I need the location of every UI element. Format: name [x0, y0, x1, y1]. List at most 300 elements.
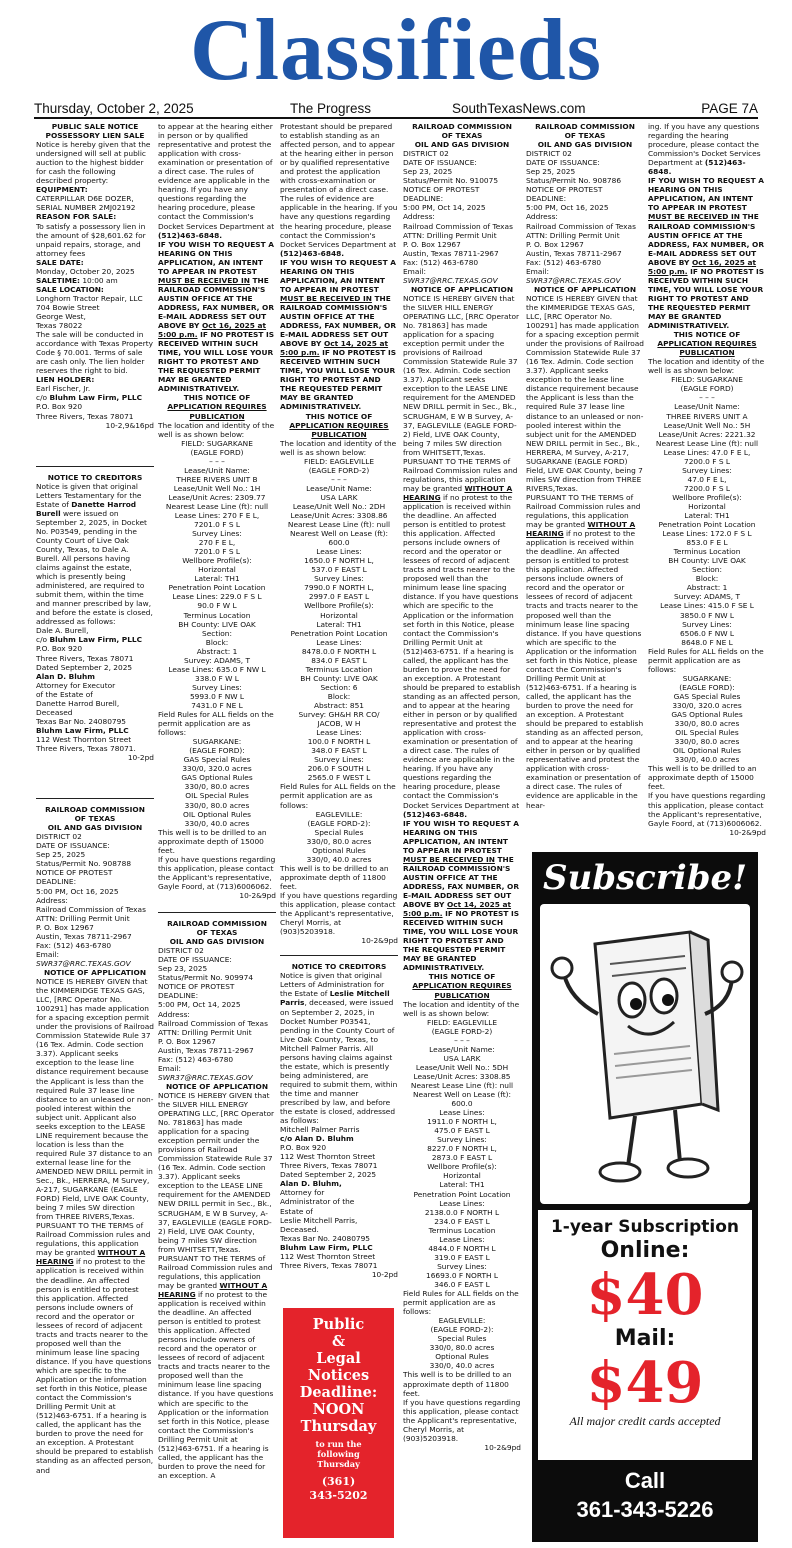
field-rules [280, 810, 398, 864]
rule-line: 330/0, 40.0 acres [184, 818, 250, 828]
notice-text: PURSUANT TO THE TERMS of Railroad Commission rules and regulations, this application may be granted [36, 1221, 151, 1258]
well-line: Lateral: TH1 [684, 511, 730, 521]
notice-subheading: APPLICATION REQUIRES [167, 402, 267, 412]
well-line: 319.0 F EAST L [434, 1252, 490, 1262]
notice-subheading: PUBLICATION [189, 411, 245, 421]
run-code: 10-2pd [371, 1269, 398, 1279]
well-line: Survey Lines: [192, 682, 242, 692]
well-line: Lease/Unit Well No.: 5H [663, 420, 751, 430]
notice-heading: RAILROAD COMMISSION [535, 122, 635, 131]
column-6 [648, 122, 766, 844]
notice-text: ATTN: Drilling Permit Unit [526, 230, 620, 240]
well-line: Lease/Unit Name: [184, 465, 250, 475]
notice-text: NOTICE IS HEREBY GIVEN that the KIMMERIDGE TEXAS GAS, LLC, [RRC Operator No. 100291] has made application for a spacing exception permit under the provisions of Railroad Commission Statewide Rule 37 (16 Tex. Admin. Code section 3.37). Applicant seeks exception to the lease line distance requirement because the Applicant is less than the required Rule 37 lease line distance to an unleased or non-pooled interest within the subject unit for the AMENDED NEW DRILL permit in Sec., Bk., HERRERA, M Survey, A-217, SUGARKANE (EAGLE FORD) Field, LIVE OAK County, being 7 miles SW direction from THREE RIVERS,Texas. [526, 293, 644, 493]
attorney-name: Alan D. Bluhm [36, 671, 95, 681]
rule-line: OIL Optional Rules [673, 746, 741, 756]
notice-text: Status/Permit No. 910075 [403, 176, 499, 186]
notice-subheading: THIS NOTICE OF [673, 330, 741, 340]
law-firm: Bluhm Law Firm, PLLC [280, 1242, 373, 1252]
newspaper-mascot-icon [540, 904, 750, 1204]
well-line: 537.0 F EAST L [311, 565, 367, 575]
paper-name: The Progress [290, 101, 372, 116]
email-link[interactable]: SWR37@RRC.TEXAS.GOV [526, 275, 621, 285]
well-line: 234.0 F EAST L [434, 1216, 490, 1226]
rule-line: (EAGLE FORD-2): [430, 1325, 494, 1335]
notice-text: Attorney for [280, 1188, 325, 1198]
notice-text: ATTN: Drilling Permit Unit [158, 1027, 252, 1037]
notice-text: DATE OF ISSUANCE: [526, 158, 600, 168]
notice-text: MUST BE RECEIVED IN [280, 293, 372, 303]
well-line: 90.0 F W L [197, 601, 237, 611]
well-line: Terminus Location [305, 664, 373, 674]
rrc-notice-908786-cont [648, 122, 766, 837]
rule-line: GAS Special Rules [673, 691, 741, 701]
notice-text: P. O. Box 12967 [158, 1036, 216, 1046]
notice-text: Three Rivers, Texas 78071 [280, 1260, 378, 1270]
notice-label: SALE DATE: [36, 257, 84, 267]
well-line: Wellbore Profile(s): [427, 1162, 497, 1172]
without-hearing-text: WITHOUT A HEARING [403, 483, 513, 502]
well-line: 7201.0 F S L [194, 547, 240, 557]
notice-text: 5:00 PM, Oct 14, 2025 [158, 1000, 241, 1010]
notice-text: P.O. Box 920 [36, 644, 83, 654]
rule-line: EAGLEVILLE: [438, 1316, 486, 1326]
rule-line: 330/0, 320.0 acres [672, 701, 742, 710]
rule-line: OIL Special Rules [675, 728, 739, 738]
notice-text: NOTICE OF PROTEST [158, 982, 235, 992]
well-line: Lease Lines: 229.0 F S L [172, 592, 262, 602]
well-line: – – – [331, 474, 347, 484]
well-line: THREE RIVERS UNIT A [666, 411, 748, 421]
notice-text: IF NO PROTEST IS RECEIVED WITHIN SUCH TIME, YOU WILL LOSE YOUR RIGHT TO PROTEST AND THE REQUESTED PERMIT MAY BE GRANTED ADMINISTRATIVELY. [648, 266, 765, 331]
notice-text: Dated September 2, 2025 [36, 662, 133, 672]
well-line: Block: [327, 691, 351, 701]
notice-heading: OIL AND GAS DIVISION [169, 937, 265, 947]
notice-text: if no protest to the application is received within the deadline. An affected person is entitled to protest this application. Affected persons include owners of record and the operator or lessees of record of adjacent tracts and tracts nearer to the proposed well than the minimum lease line spacing distance. If you have questions which are specific to the Application or the information set forth in this Notice, please contact the Commission's Drilling Permit Unit at (512)463-6751. If a hearing is called, the applicant has the burden to prove the need for an exception. A Protestant should be prepared to establish standing as an affected person, and to appear at the hearing either in person or by qualified representative and protest the application with cross-examination or presentation of a direct case. The rules of evidence are applicable in the hear- [526, 529, 644, 810]
notice-text: Email: [36, 949, 59, 959]
estate-name: Leslie Mitchell Parris [280, 989, 390, 1008]
notice-text: MUST BE RECEIVED IN [158, 275, 250, 285]
notice-text: to appear at the hearing either in person or by qualified representative and protest the application with cross-examination or presentation of a direct case. The rules of evidence are applicable in the hearing. If you have any questions regarding the hearing procedure, please contact the Commission's Docket Services Department at [158, 122, 275, 231]
issue-date: Thursday, October 2, 2025 [34, 101, 194, 116]
notice-text: were issued on September 2, 2025, in Docket No. P03549, pending in the County Court of Live Oak County, Texas, to Dale A. Burell. All persons having claims against the estate, which is presently being administered, are required to submit them, within the time and manner prescribed by law, and before the estate is closed, addressed as follows: [36, 508, 153, 627]
law-firm: Bluhm Law Firm, PLLC [49, 393, 143, 403]
estate-name: Danette Harrod Burell [36, 499, 137, 518]
notice-text: Sep 23, 2025 [158, 964, 208, 974]
well-details [648, 375, 766, 646]
newspaper-mascot-icon [540, 904, 750, 1204]
well-line: – – – [454, 1035, 470, 1045]
notice-text: , deceased, were issued on September 2, 2025, in Docket Number P03541, pending in the County Court of Live Oak County, Texas, to Mitchell Palmer Parris. All persons having claims against the estate, which is presently being administered, are required to submit them, within the time and manner prescribed by law, and before the estate is closed, addressed as follows: [280, 998, 398, 1126]
well-line: Lease Lines: [316, 637, 362, 647]
well-line: 7200.0 F S L [684, 483, 730, 493]
well-line: 348.0 F EAST L [311, 746, 367, 756]
well-line: Survey Lines: [437, 1261, 487, 1271]
notice-text: ATTN: Drilling Permit Unit [36, 913, 130, 923]
notice-text: Fax: (512) 463-6780 [36, 940, 112, 950]
rule-line: (EAGLE FORD): [189, 746, 245, 756]
notice-text: Railroad Commission of Texas [526, 221, 636, 231]
notice-text: IF YOU WISH TO REQUEST A HEARING ON THIS APPLICATION, AN INTENT TO APPEAR IN PROTEST [403, 818, 519, 855]
run-code: 10-2,9&16pd [105, 420, 154, 430]
well-line: Lease/Unit Acres: 3308.85 [413, 1071, 511, 1081]
well-line: Nearest Lease Line (ft): null [410, 1080, 514, 1090]
notice-label: LIEN HOLDER: [36, 375, 95, 385]
notice-subheading: NOTICE OF APPLICATION [165, 1081, 269, 1091]
notice-heading: OIL AND GAS DIVISION [47, 823, 143, 833]
notice-text: if no protest to the application is received within the deadline. An affected person is entitled to protest this application. Affected persons include owners of record and the operator or lessees of record of adjacent tracts and tracts nearer to the proposed well than the minimum lease line spacing distance. If you have questions which are specific to the Application or the information set forth in this Notice, please contact the Commission's Drilling Permit Unit at (512)463-6751. If a hearing is called, the applicant has the burden to prove the need for an exception. A Protestant should be prepared to establish standing as an affected person, and [36, 1257, 154, 1475]
notice-text: Mitchell Palmer Parris [280, 1125, 360, 1135]
deadline-text: to run the [315, 1439, 362, 1449]
notice-text: Email: [403, 266, 426, 276]
well-line: Lease Lines: 47.0 F E L, [663, 447, 751, 457]
rule-line: 330/0, 80.0 acres [674, 719, 740, 729]
notice-text: Texas Bar No. 24080795 [36, 716, 126, 726]
well-line: (EAGLE FORD) [190, 447, 244, 457]
notice-text: Austin, Texas 78711-2967 [526, 248, 622, 258]
well-line: Survey Lines: [314, 755, 364, 765]
notice-label: REASON FOR SALE: [36, 212, 117, 222]
notice-heading: RAILROAD COMMISSION [45, 805, 145, 815]
email-link[interactable]: SWR37@RRC.TEXAS.GOV [158, 1072, 253, 1082]
notice-text: Sep 25, 2025 [36, 850, 86, 860]
deadline-text: & [331, 1333, 346, 1350]
well-line: Lease Lines: 172.0 F S L [662, 529, 752, 539]
notice-text: The sale will be conducted in accordance with Texas Property Code § 70.001. Terms of sale are cash only. The lien holder reserves the right to bid. [36, 330, 154, 376]
run-code: 10-2&9pd [729, 827, 766, 837]
rule-line: OIL Optional Rules [183, 809, 251, 819]
well-line: Wellbore Profile(s): [672, 492, 742, 502]
rule-line: Optional Rules [312, 845, 366, 855]
rule-line: 330/0, 80.0 acres [306, 836, 372, 846]
notice-text: Notice is given that original Letters Testamentary for the Estate of [36, 481, 142, 509]
notice-text: Railroad Commission of Texas [158, 1018, 268, 1028]
rrc-notice-910075 [403, 122, 521, 1452]
notice-text: 112 West Thornton Street [280, 1152, 376, 1162]
notice-text: if no protest to the application is received within the deadline. An affected person is entitled to protest this application. Affected persons include owners of record and the operator or lessees of record of adjacent tracts and tracts nearer to the proposed well than the minimum lease line spacing distance. If you have questions which are specific to the Application or the information set forth in this Notice, please contact the Commission's Drilling Permit Unit at (512)463-6751. If a hearing is called, the applicant has the burden to prove the need for an exception. A [158, 1289, 274, 1480]
well-line: Survey: GH&H RR CO/ [298, 710, 380, 720]
well-line: 600.0 [451, 1099, 473, 1109]
well-line: – – – [209, 456, 225, 466]
notice-text: Status/Permit No. 908786 [526, 176, 622, 186]
column-4 [403, 122, 521, 1542]
notice-heading: RAILROAD COMMISSION [412, 122, 512, 131]
notice-text: Dale A. Burell, [36, 626, 89, 636]
rule-line: GAS Special Rules [183, 755, 251, 765]
rule-line: Special Rules [314, 827, 364, 837]
notice-heading: NOTICE TO CREDITORS [47, 472, 143, 482]
rule-line: 330/0, 80.0 acres [184, 800, 250, 810]
subscription-pricing [538, 1210, 752, 1538]
phone-number: (512)463-6848. [280, 248, 345, 258]
well-line: 2873.0 F EAST L [431, 1153, 493, 1163]
well-line: Survey Lines: [682, 619, 732, 629]
notice-text: Fax: (512) 463-6780 [526, 257, 602, 267]
notice-text: Austin, Texas 78711-2967 [403, 248, 499, 258]
notice-text: IF YOU WISH TO REQUEST A HEARING ON THIS APPLICATION, AN INTENT TO APPEAR IN PROTEST [648, 176, 764, 213]
well-line: Horizontal [443, 1171, 481, 1181]
well-line: Survey Lines: [192, 529, 242, 539]
notice-subheading: NOTICE OF APPLICATION [43, 967, 147, 977]
well-details [158, 439, 276, 710]
notice-text: 5:00 PM, Oct 16, 2025 [36, 886, 119, 896]
notice-text: 704 Bowie Street [36, 302, 100, 312]
notice-subheading: THIS NOTICE OF [428, 972, 496, 982]
page-info-bar [34, 100, 758, 119]
without-hearing-text: WITHOUT A HEARING [526, 520, 636, 539]
run-code: 10-2pd [127, 753, 154, 763]
notice-text: Three Rivers, Texas 78071 [36, 411, 134, 421]
run-code: 10-2&9pd [484, 1442, 521, 1452]
mail-label: Mail: [614, 1326, 676, 1351]
rrc-notice-908788-cont [158, 122, 276, 900]
rule-line: Special Rules [437, 1334, 487, 1344]
notice-text: Fax: (512) 463-6780 [158, 1054, 234, 1064]
law-firm: Bluhm Law Firm, PLLC [49, 635, 143, 645]
notice-text: The location and identity of the well is as shown below: [648, 357, 765, 376]
notice-text: Address: [526, 212, 558, 222]
rule-line: 330/0, 40.0 acres [674, 755, 740, 765]
without-hearing-text: WITHOUT A HEARING [36, 1248, 146, 1267]
well-line: Section: [202, 628, 232, 638]
notice-text: The location and identity of the well is as shown below: [158, 420, 275, 439]
deadline-phone: 343-5202 [309, 1489, 368, 1502]
notice-text: If you have questions regarding this application, please contact the Applicant's representative, Gayle Foord, at (713)6006062. [648, 791, 766, 828]
well-line: Abstract: 1 [196, 646, 238, 656]
well-line: BH County: LIVE OAK [300, 673, 378, 683]
notice-text: P. O. Box 12967 [36, 922, 94, 932]
notice-heading: OF TEXAS [74, 814, 116, 824]
well-line: 8227.0 F NORTH L, [427, 1144, 497, 1154]
notice-text: DISTRICT 02 [158, 946, 204, 956]
notice-text: 112 West Thornton Street [36, 734, 132, 744]
well-line: Lease Lines: [316, 728, 362, 738]
notice-text: Attorney for Executor [36, 680, 116, 690]
notice-text: Field Rules for ALL fields on the permit application are as follows: [280, 782, 396, 810]
run-code: 10-2&9pd [361, 936, 398, 946]
notice-text: Monday, October 20, 2025 [36, 266, 135, 276]
well-line: Lease Lines: 270 F E L, [174, 511, 260, 521]
protest-deadline: Oct 16, 2025 at 5:00 p.m. [648, 257, 757, 276]
notice-text: Austin, Texas 78711-2967 [36, 931, 132, 941]
well-line: Penetration Point Location [413, 1189, 511, 1199]
notice-text: P. O. Box 12967 [526, 239, 584, 249]
notice-text: DISTRICT 02 [403, 149, 449, 159]
notice-text: Field Rules for ALL fields on the permit application are as follows: [158, 710, 274, 738]
notice-text: P.O. Box 920 [36, 402, 83, 412]
well-line: Lateral: TH1 [439, 1180, 485, 1190]
email-link[interactable]: SWR37@RRC.TEXAS.GOV [403, 275, 498, 285]
rrc-notice-908786 [526, 122, 644, 810]
rule-line: 330/0, 80.0 acres [429, 1343, 495, 1353]
notice-text: This well is to be drilled to an approximate depth of 15000 feet. [158, 827, 267, 855]
deadline-text: NOON [312, 1401, 365, 1418]
well-line: 338.0 F W L [195, 673, 239, 683]
call-phone[interactable]: 361-343-5226 [576, 1497, 714, 1522]
notice-text: P.O. Box 920 [280, 1143, 327, 1153]
column-1 [36, 122, 154, 1542]
well-line: – – – [699, 393, 715, 403]
notice-text: of the Estate of [36, 689, 93, 699]
well-line: Lease/Unit Acres: 3308.86 [290, 511, 388, 521]
notice-heading: POSSESSORY LIEN SALE [45, 131, 145, 141]
run-code: 10-2&9pd [239, 890, 276, 900]
deadline-text: Deadline: [299, 1384, 378, 1401]
notice-text: If you have questions regarding this application, please contact the Applicant's representative, Gayle Foord, at (713)6006062. [158, 854, 276, 891]
notice-text: IF YOU WISH TO REQUEST A HEARING ON THIS APPLICATION, AN INTENT TO APPEAR IN PROTEST [158, 239, 274, 276]
notice-text: IF NO PROTEST IS RECEIVED WITHIN SUCH TIME, YOU WILL LOSE YOUR RIGHT TO PROTEST AND THE REQUESTED PERMIT MAY BE GRANTED ADMINISTRATIVELY. [280, 348, 397, 412]
well-line: 6506.0 F NW L [679, 628, 735, 638]
notice-text: Sep 23, 2025 [403, 167, 453, 177]
rule-line: EAGLEVILLE: [315, 809, 363, 819]
notice-text: DEADLINE: [158, 991, 199, 1001]
field-rules [403, 1316, 521, 1370]
well-line: 475.0 F EAST L [434, 1126, 490, 1136]
notice-text: DEADLINE: [526, 194, 567, 204]
well-line: (EAGLE FORD) [680, 384, 734, 394]
rule-line: Optional Rules [435, 1352, 489, 1362]
notice-subheading: PUBLICATION [679, 348, 735, 358]
notice-text: Status/Permit No. 909974 [158, 973, 254, 983]
well-line: Abstract: 1 [686, 583, 728, 593]
rule-line: 330/0, 40.0 acres [429, 1361, 495, 1371]
well-line: Survey Lines: [437, 1135, 487, 1145]
well-line: 2565.0 F WEST L [307, 773, 371, 783]
well-line: Penetration Point Location [658, 520, 756, 530]
field-rules [158, 737, 276, 827]
notice-subheading: APPLICATION REQUIRES [412, 981, 512, 991]
call-bar[interactable] [538, 1460, 752, 1538]
notice-text: THE RAILROAD COMMISSION'S AUSTIN OFFICE AT THE ADDRESS, FAX NUMBER, OR E-MAIL ADDRESS SET OUT ABOVE BY [280, 293, 397, 349]
well-line: 206.0 F SOUTH L [307, 764, 371, 774]
notice-text: THE RAILROAD COMMISSION'S AUSTIN OFFICE AT THE ADDRESS, FAX NUMBER, OR E-MAIL ADDRESS SET OUT ABOVE BY [158, 275, 275, 331]
well-line: Survey: ADAMS, T [184, 655, 250, 665]
rule-line: OIL Special Rules [185, 791, 249, 801]
well-line: 8478.0.0 F NORTH L [301, 646, 377, 656]
notice-text: If you have questions regarding this application, please contact the Applicant's representative, Cheryl Morris, at (903)5203918. [280, 890, 398, 937]
well-line: FIELD: SUGARKANE [671, 375, 743, 385]
creditors-notice-parris [280, 962, 398, 1279]
notice-text: DATE OF ISSUANCE: [36, 841, 110, 851]
notice-text: Status/Permit No. 908788 [36, 859, 132, 869]
notice-text: MUST BE RECEIVED IN [648, 212, 740, 222]
deadline-text: Thursday [317, 1459, 360, 1469]
notice-subheading: NOTICE OF APPLICATION [410, 284, 514, 294]
well-line: Lateral: TH1 [194, 574, 240, 584]
rule-line: SUGARKANE: [192, 737, 242, 747]
notice-subheading: PUBLICATION [311, 429, 367, 439]
notice-subheading: PUBLICATION [434, 990, 490, 1000]
notice-text: Notice is hereby given that the undersigned will sell at public auction to the highest bidder for cash the following described property: [36, 140, 151, 186]
well-line: Survey Lines: [682, 465, 732, 475]
well-details [403, 1018, 521, 1289]
page-number: PAGE 7A [701, 101, 758, 116]
well-line: 270 F E L, [198, 538, 236, 548]
notice-text: NOTICE OF PROTEST [526, 185, 603, 195]
well-line: Horizontal [320, 610, 358, 620]
notice-text: Danette Harrod Burell, [36, 698, 120, 708]
rule-line: 330/0, 320.0 acres [182, 764, 252, 774]
notice-text: Email: [158, 1063, 181, 1073]
protest-deadline: Oct 14, 2025 at 5:00 p.m. [280, 339, 389, 358]
deadline-phone: (361) [321, 1475, 356, 1488]
well-line: FIELD: EAGLEVILLE [304, 456, 374, 466]
rule-line: 330/0, 40.0 acres [306, 854, 372, 864]
notice-text: Email: [526, 266, 549, 276]
well-line: 7201.0 F S L [194, 520, 240, 530]
notice-text: P. O. Box 12967 [403, 239, 461, 249]
well-line: Wellbore Profile(s): [182, 556, 252, 566]
online-price: $40 [586, 1262, 704, 1328]
well-line: 1650.0 F NORTH L, [304, 556, 374, 566]
email-link[interactable]: SWR37@RRC.TEXAS.GOV [36, 958, 131, 968]
notice-text: This well is to be drilled to an approximate depth of 11800 feet. [403, 1370, 512, 1398]
notice-text: Administrator of the [280, 1197, 355, 1207]
well-line: 100.0 F NORTH L [307, 737, 371, 747]
well-line: Lease/Unit Name: [674, 402, 740, 412]
rule-line: SUGARKANE: [682, 673, 732, 683]
well-line: Lease Lines: [439, 1108, 485, 1118]
notice-text: Three Rivers, Texas 78071. [36, 744, 136, 753]
well-line: Horizontal [688, 501, 726, 511]
notice-label: SALE LOCATION: [36, 284, 104, 294]
well-line: Lease/Unit Acres: 2309.77 [168, 492, 266, 502]
rrc-notice-909974-cont [280, 122, 398, 945]
notice-subheading: NOTICE OF APPLICATION [533, 284, 637, 294]
well-line: JACOB, W H [317, 719, 361, 729]
well-line: 7431.0 F NE L [191, 701, 243, 710]
notice-text: Austin, Texas 78711-2967 [158, 1045, 254, 1055]
notice-text: NOTICE OF PROTEST [403, 185, 480, 195]
column-2 [158, 122, 276, 1542]
notice-text: Leslie Mitchell Parris, [280, 1215, 358, 1225]
notice-text: DISTRICT 02 [526, 149, 572, 159]
well-line: Terminus Location [428, 1225, 496, 1235]
notice-text: PURSUANT TO THE TERMS of Railroad Commission rules and regulations, this application may be granted [526, 492, 641, 530]
notice-text: Fax: (512) 463-6780 [403, 257, 479, 267]
notice-text: This well is to be drilled to an approximate depth of 11800 feet. [280, 863, 389, 891]
well-line: 5993.0 F NW L [189, 691, 245, 701]
notice-text: IF NO PROTEST IS RECEIVED WITHIN SUCH TIME, YOU WILL LOSE YOUR RIGHT TO PROTEST AND THE REQUESTED PERMIT MAY BE GRANTED ADMINISTRATIVELY. [158, 330, 275, 394]
protest-deadline: Oct 16, 2025 at 5:00 p.m. [158, 321, 267, 340]
divider [158, 912, 276, 913]
well-line: 7200.0 F S L [684, 456, 730, 466]
well-line: Block: [695, 574, 719, 584]
notice-label: SALETIME: [36, 275, 80, 285]
legal-notices-deadline-box [283, 1308, 394, 1538]
well-line: Survey Lines: [314, 574, 364, 584]
notice-heading: OF TEXAS [196, 928, 238, 938]
deadline-text: Notices [307, 1367, 370, 1384]
notice-text: Protestant should be prepared to establish standing as an affected person, and to appear at the hearing either in person or by qualified representative and protest the application with cross-examination or presentation of a direct case. The rules of evidence are applicable in the hearing. If you have any questions regarding the hearing procedure, please contact the Commission's Docket Services Department at [280, 122, 398, 249]
well-line: 8648.0 F NE L [681, 637, 733, 647]
rule-line: GAS Optional Rules [671, 710, 743, 720]
subscribe-ad[interactable] [532, 852, 758, 1542]
notice-text: This well is to be drilled to an approximate depth of 15000 feet. [648, 764, 757, 792]
well-line: Lease/Unit Acres: 2221.32 [658, 429, 756, 439]
well-line: Lease/Unit Name: [429, 1044, 495, 1054]
notice-text: Three Rivers, Texas 78071 [36, 653, 134, 663]
online-label: Online: [600, 1238, 690, 1263]
notice-text: DEADLINE: [403, 194, 444, 204]
notice-text: Texas Bar No. 24080795 [280, 1233, 370, 1243]
notice-text: Sep 25, 2025 [526, 167, 576, 177]
phone-number: (512)463-6848. [648, 158, 746, 177]
notice-text: 10:00 am [82, 275, 118, 285]
notice-text: Railroad Commission of Texas [403, 221, 513, 231]
rrc-notice-909974 [158, 919, 276, 1480]
website[interactable]: SouthTexasNews.com [452, 101, 586, 116]
